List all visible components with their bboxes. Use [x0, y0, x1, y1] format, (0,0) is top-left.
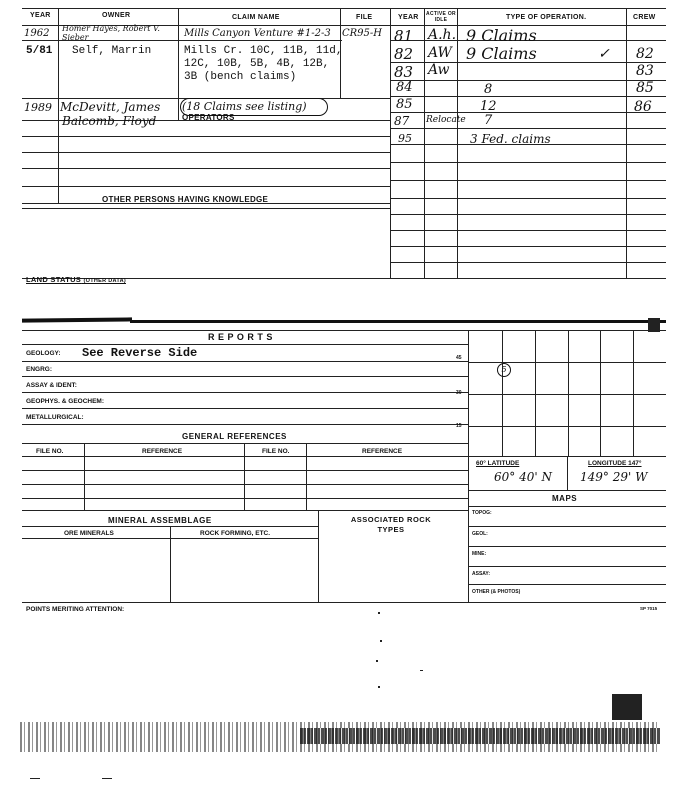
act-crew-82: 82: [636, 46, 654, 62]
map-geol: GEOL:: [472, 531, 488, 537]
longitude-label: LONGITUDE 147°: [588, 460, 642, 467]
map-circle-label: 5: [501, 365, 507, 374]
map-mine: MINE:: [472, 551, 487, 557]
general-references-title: GENERAL REFERENCES: [182, 432, 287, 441]
row2-claim-line3: 3B (bench claims): [184, 71, 297, 83]
engrg-label: ENGRG:: [26, 366, 52, 373]
act-crew-83: 83: [636, 63, 654, 79]
act-status-81: A.h.: [428, 27, 457, 43]
assay-label: ASSAY & IDENT:: [26, 382, 77, 389]
form-number: SP 7015: [640, 606, 658, 611]
col-claim-name-header: CLAIM NAME: [232, 14, 280, 21]
col-file-header: FILE: [356, 14, 373, 21]
act-crew-85: 85: [636, 80, 654, 96]
act-status-87: Relocate: [426, 115, 466, 125]
map-assay: ASSAY:: [472, 571, 491, 577]
metallurgical-label: METALLURGICAL:: [26, 414, 84, 421]
act-crew-86: 86: [634, 99, 652, 115]
act-status-83: Aw: [428, 62, 450, 78]
act-year-81: 81: [394, 27, 414, 45]
map-topog: TOPOG:: [472, 510, 492, 516]
land-status-sub: (OTHER DATA): [83, 278, 126, 284]
scale-15: 15: [456, 423, 462, 429]
gr-file-no-2: FILE NO.: [262, 448, 290, 455]
row1-claim: Mills Canyon Venture #1-2-3: [184, 28, 331, 39]
scan-noise-band-dark: [300, 728, 660, 744]
land-status-text: LAND STATUS: [26, 275, 82, 284]
scale-30: 30: [456, 390, 462, 396]
reports-title: R E P O R T S: [208, 332, 273, 342]
col-type-operation-header: TYPE OF OPERATION.: [506, 14, 587, 21]
row2-year: 5/81: [26, 45, 53, 57]
gr-reference-1: REFERENCE: [142, 448, 183, 455]
points-meriting-attention: POINTS MERITING ATTENTION:: [26, 606, 125, 613]
col-year2-header: YEAR: [398, 14, 419, 21]
row2-claim-line2: 12C, 10B, 5B, 4B, 12B,: [184, 58, 330, 70]
row4-owner: Balcomb, Floyd: [62, 114, 157, 128]
act-year-85: 85: [396, 97, 413, 112]
geology-value: See Reverse Side: [82, 346, 198, 360]
row2-owner: Self, Marrin: [72, 45, 152, 57]
act-op-85: 12: [480, 99, 497, 114]
land-status-label: [26, 275, 126, 284]
scale-45: 45: [456, 355, 462, 361]
black-square: [612, 694, 642, 720]
operators-label: OPERATORS: [182, 113, 235, 122]
row2-claim-line1: Mills Cr. 10C, 11B, 11d,: [184, 45, 343, 57]
col-year-header: YEAR: [30, 12, 51, 19]
row3-year: 1989: [24, 101, 52, 114]
row1-file: CR95-H: [342, 28, 383, 39]
act-year-82: 82: [394, 45, 414, 63]
ore-minerals-label: ORE MINERALS: [64, 530, 114, 537]
col-crew-header: CREW: [633, 14, 656, 21]
act-op-81: 9 Claims: [466, 26, 537, 45]
row3-owner: McDevitt, James: [60, 100, 161, 114]
latitude-value: 60° 40' N: [494, 470, 552, 484]
check-mark: ✓: [598, 46, 610, 62]
act-year-83: 83: [394, 63, 414, 81]
act-op-82: 9 Claims: [466, 44, 537, 63]
col-active-idle-header: ACTIVE OR IDLE: [426, 11, 456, 23]
row1-year: 1962: [24, 28, 50, 39]
col-owner-header: OWNER: [102, 12, 131, 19]
gr-file-no-1: FILE NO.: [36, 448, 64, 455]
geophys-label: GEOPHYS. & GEOCHEM:: [26, 398, 105, 405]
gr-reference-2: REFERENCE: [362, 448, 403, 455]
act-year-84: 84: [396, 80, 413, 95]
rock-forming-label: ROCK FORMING, ETC.: [200, 530, 271, 537]
other-persons-label: OTHER PERSONS HAVING KNOWLEDGE: [102, 195, 269, 204]
act-op-84: 8: [484, 82, 493, 97]
latitude-label: 60° LATITUDE: [476, 460, 520, 467]
act-op-95: 3 Fed. claims: [470, 132, 551, 146]
act-op-87: 7: [484, 113, 493, 128]
act-year-87: 87: [394, 114, 410, 128]
associated-rock-types: ASSOCIATED ROCK TYPES: [350, 515, 432, 534]
row3-claim: (18 Claims see listing): [182, 100, 307, 113]
mineral-assemblage-title: MINERAL ASSEMBLAGE: [108, 516, 212, 525]
maps-label: MAPS: [552, 494, 578, 503]
map-circle: [497, 363, 511, 377]
row1-owner: Homer Hayes, Robert V. Sieber: [62, 24, 160, 42]
act-status-82: AW: [428, 45, 452, 61]
map-other: OTHER (& PHOTOS): [472, 589, 521, 595]
geology-label: GEOLOGY:: [26, 350, 61, 357]
longitude-value: 149° 29' W: [580, 470, 648, 484]
act-year-95: 95: [398, 132, 412, 145]
